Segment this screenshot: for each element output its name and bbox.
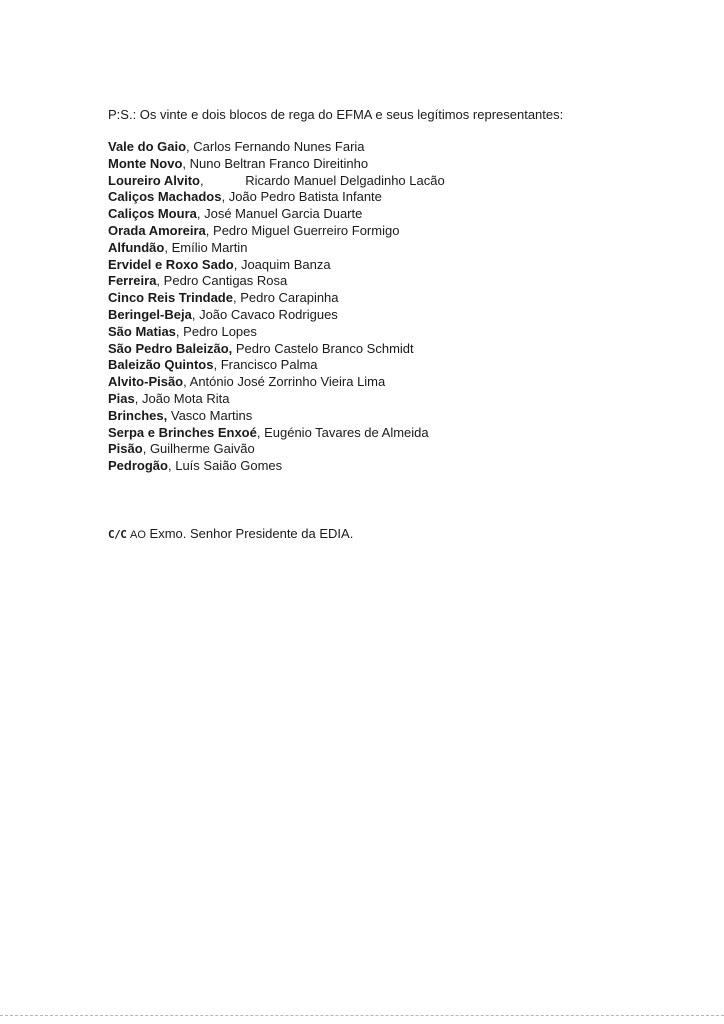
block-representative: João Mota Rita <box>142 390 230 406</box>
block-name: São Matias <box>108 323 176 339</box>
block-representative: Luís Saião Gomes <box>175 458 283 474</box>
block-entry: Baleizão Quintos, Francisco Palma <box>108 357 318 373</box>
block-representative: Joaquim Banza <box>240 256 331 272</box>
block-entry: Monte Novo, Nuno Beltran Franco Direitinho <box>108 155 369 171</box>
block-name: Caliços Moura <box>108 206 197 222</box>
block-entry <box>108 341 445 358</box>
block-representative: Pedro Castelo Branco Schmidt <box>235 340 414 356</box>
block-representative: Ricardo Manuel Delgadinho Lacão <box>245 172 445 188</box>
block-name: Brinches, <box>108 407 168 423</box>
block-entry: Pedrogão, Luís Saião Gomes <box>108 458 283 474</box>
block-representative: Francisco Palma <box>220 357 318 373</box>
block-entry: Loureiro Alvito, Ricardo Manuel Delgadinho Lacão <box>108 172 445 188</box>
block-name: Beringel-Beja <box>108 306 192 322</box>
block-name: Pedrogão <box>108 458 168 474</box>
irrigation-blocks-list <box>108 139 445 475</box>
block-entry: Ferreira, Pedro Cantigas Rosa <box>108 273 288 289</box>
cc-code: C/C <box>108 528 127 541</box>
block-name: Monte Novo <box>108 155 183 171</box>
block-name: Alfundão <box>108 239 165 255</box>
block-representative: João Pedro Batista Infante <box>228 189 382 205</box>
block-representative: Pedro Cantigas Rosa <box>163 273 288 289</box>
block-name: Loureiro Alvito <box>108 172 200 188</box>
block-entry: Caliços Machados, João Pedro Batista Infante <box>108 189 382 205</box>
block-entry: Alvito-Pisão, António José Zorrinho Vieira Lima <box>108 374 386 390</box>
block-name: Ferreira <box>108 273 157 289</box>
block-name: Ervidel e Roxo Sado <box>108 256 234 272</box>
block-representative: João Cavaco Rodrigues <box>199 306 338 322</box>
block-entry: Beringel-Beja, João Cavaco Rodrigues <box>108 306 338 322</box>
cc-recipient: Exmo. Senhor Presidente da EDIA. <box>149 526 354 541</box>
block-name: Orada Amoreira <box>108 222 206 238</box>
block-entry: Orada Amoreira, Pedro Miguel Guerreiro Formigo <box>108 222 400 238</box>
block-entry: Vale do Gaio, Carlos Fernando Nunes Faria <box>108 139 365 154</box>
block-name: Pisão <box>108 441 143 457</box>
block-entry: Ervidel e Roxo Sado, Joaquim Banza <box>108 256 331 272</box>
block-name: Vale do Gaio <box>108 139 187 154</box>
block-representative: Pedro Carapinha <box>240 290 339 306</box>
block-representative: Nuno Beltran Franco Direitinho <box>189 155 369 171</box>
cc-line <box>108 525 353 544</box>
block-name: Cinco Reis Trindade <box>108 290 233 306</box>
block-name: Baleizão Quintos <box>108 357 214 373</box>
block-entry: Alfundão, Emílio Martin <box>108 239 248 255</box>
block-entry: São Matias, Pedro Lopes <box>108 323 257 339</box>
block-entry: Pias, João Mota Rita <box>108 390 230 406</box>
block-name: Alvito-Pisão <box>108 374 184 390</box>
block-representative: Guilherme Gaivão <box>149 441 255 457</box>
block-entry: Serpa e Brinches Enxoé, Eugénio Tavares de Almeida <box>108 424 429 440</box>
block-name: Serpa e Brinches Enxoé <box>108 424 257 440</box>
ps-heading: P:S.: Os vinte e dois blocos de rega do EFMA e seus legítimos representantes: <box>108 107 564 122</box>
block-representative: Carlos Fernando Nunes Faria <box>193 139 365 154</box>
block-name: Caliços Machados <box>108 189 222 205</box>
cc-ao: AO <box>130 529 146 541</box>
block-representative: José Manuel Garcia Duarte <box>204 206 363 222</box>
block-entry: Caliços Moura, José Manuel Garcia Duarte <box>108 206 363 222</box>
block-representative: Eugénio Tavares de Almeida <box>264 424 429 440</box>
block-representative: Pedro Lopes <box>183 323 257 339</box>
block-name: São Pedro Baleizão, <box>108 340 233 356</box>
block-representative: Pedro Miguel Guerreiro Formigo <box>213 222 400 238</box>
block-entry: Pisão, Guilherme Gaivão <box>108 441 255 457</box>
block-name: Pias <box>108 390 135 406</box>
block-representative: Vasco Martins <box>170 407 253 423</box>
block-representative: Emílio Martin <box>171 239 248 255</box>
block-entry: Cinco Reis Trindade, Pedro Carapinha <box>108 290 339 306</box>
block-entry <box>108 408 445 425</box>
block-representative: António José Zorrinho Vieira Lima <box>189 374 386 390</box>
scan-edge-line <box>0 1015 724 1016</box>
